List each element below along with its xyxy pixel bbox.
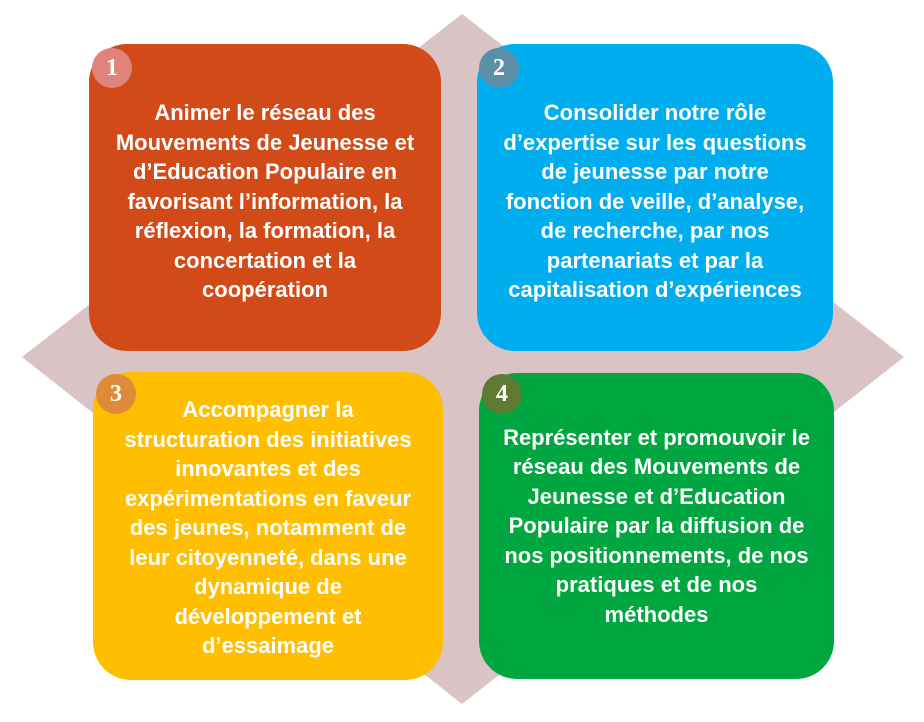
quadrant-4-box <box>479 373 834 679</box>
quadrant-2-text: Consolider notre rôle d’expertise sur les questions de jeunesse par notre fonction de veille, d’analyse, de recherche, par nos partenariats et par la capitalisation d’expériences <box>503 100 807 303</box>
quadrant-1-number-badge: 1 <box>92 48 132 88</box>
quadrant-3-box <box>93 372 443 680</box>
quadrant-1-box <box>89 44 441 351</box>
quadrant-4-number-badge: 4 <box>482 374 522 414</box>
quadrant-4-text: Représenter et promouvoir le réseau des Mouvements de Jeunesse et d’Education Populaire par la diffusion de nos positionnements, de nos pratiques et de nos méthodes <box>503 424 810 627</box>
quadrant-2-number-badge: 2 <box>479 48 519 88</box>
quadrant-2-box <box>477 44 833 351</box>
quadrant-1-text: Animer le réseau des Mouvements de Jeunesse et d’Education Populaire en favorisant l’information, la réflexion, la formation, la concertation et la coopération <box>115 100 415 303</box>
quadrant-3-number-badge: 3 <box>96 374 136 414</box>
quadrant-3-text: Accompagner la structuration des initiatives innovantes et des expérimentations en faveur des jeunes, notamment de leur citoyenneté, dans une dynamique de développement et d’essaimage <box>124 397 412 659</box>
